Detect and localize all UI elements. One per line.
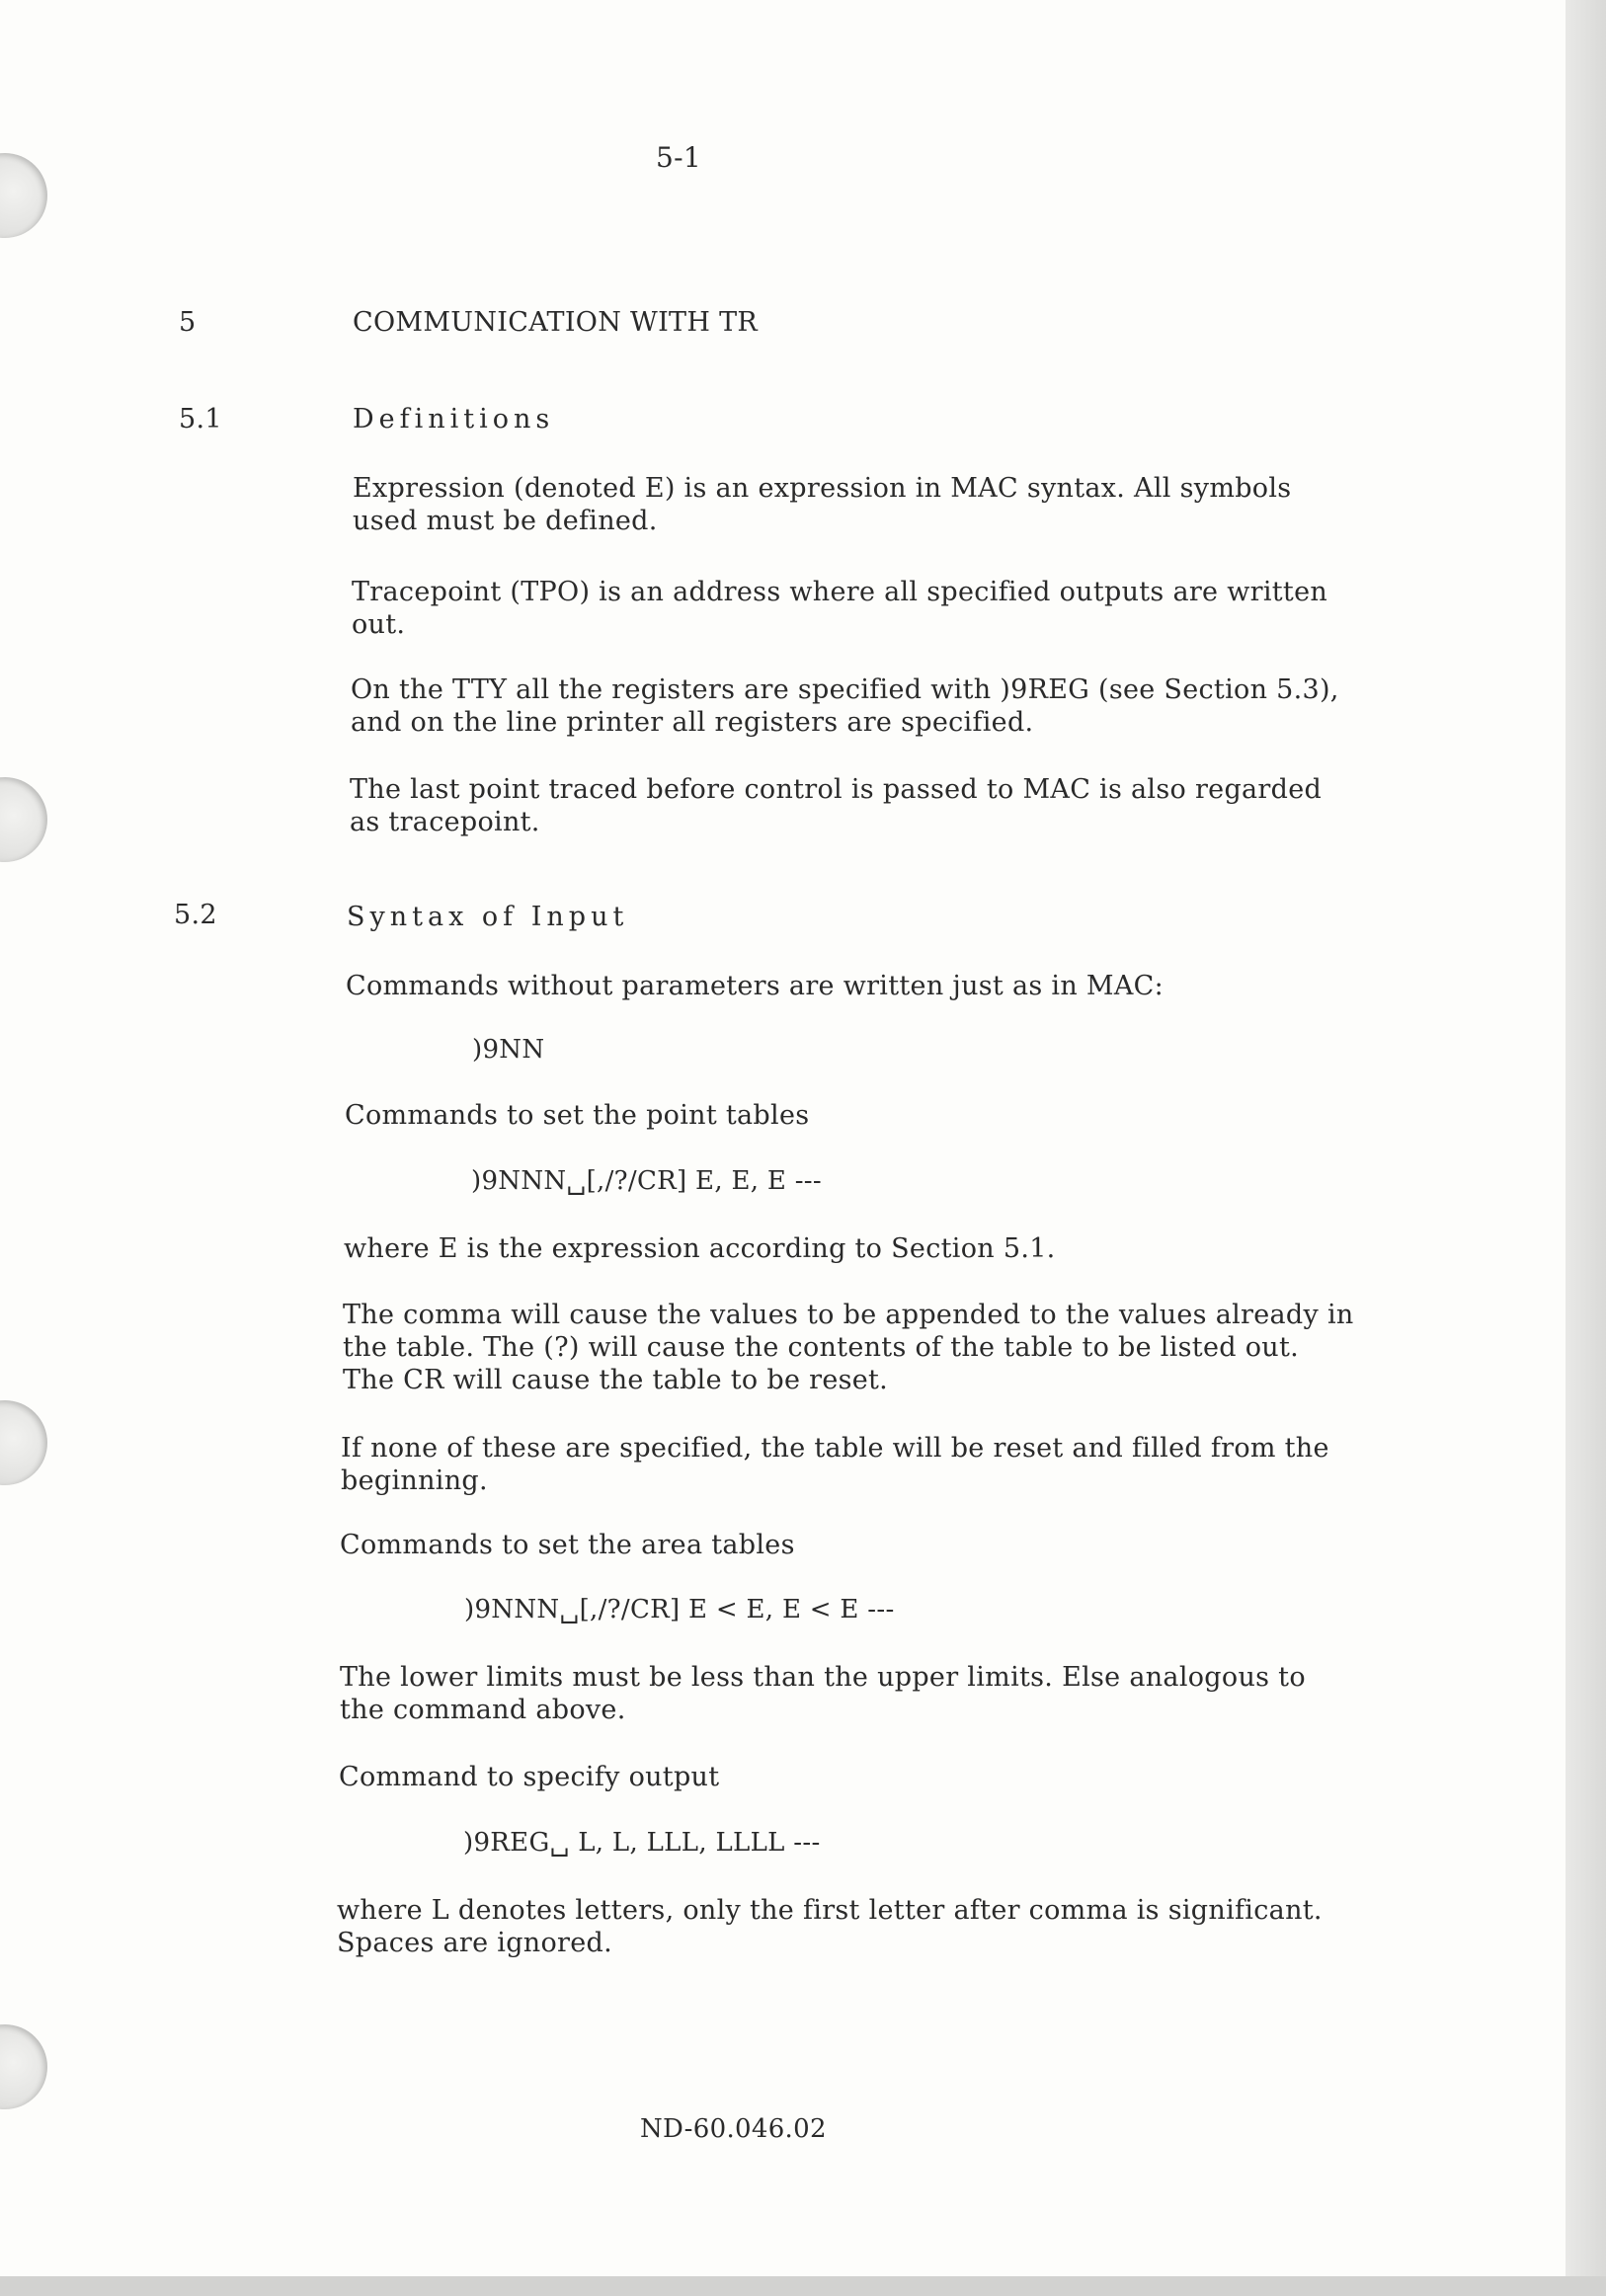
punch-hole [0, 153, 47, 238]
paragraph-line: The CR will cause the table to be reset. [343, 1365, 889, 1395]
paragraph-line: Tracepoint (TPO) is an address where all specified outputs are written [352, 577, 1328, 607]
command-syntax: )9REG␣ L, L, LLL, LLLL --- [463, 1828, 821, 1858]
paragraph-line: the command above. [340, 1695, 626, 1725]
section-number: 5.1 [179, 404, 222, 435]
punch-hole [0, 777, 47, 862]
chapter-number: 5 [179, 307, 197, 338]
section-title: Definitions [353, 404, 555, 435]
section-title: Syntax of Input [347, 902, 629, 932]
paragraph-line: Expression (denoted E) is an expression in MAC syntax. All symbols [353, 473, 1292, 504]
paragraph-line: beginning. [341, 1465, 488, 1496]
page-edge-shadow [0, 2276, 1606, 2296]
paragraph-line: Commands without parameters are written just as in MAC: [346, 971, 1164, 1001]
paragraph-line: The comma will cause the values to be appended to the values already in [343, 1300, 1354, 1330]
command-syntax: )9NNN␣[,/?/CR] E, E, E --- [471, 1166, 822, 1196]
paragraph-line: out. [352, 609, 406, 640]
paragraph-line: On the TTY all the registers are specified with )9REG (see Section 5.3), [351, 674, 1339, 705]
command-syntax: )9NN [472, 1035, 545, 1065]
paragraph-line: Command to specify output [339, 1762, 720, 1792]
paragraph-line: The last point traced before control is passed to MAC is also regarded [350, 774, 1323, 805]
paragraph-line: where E is the expression according to Section 5.1. [344, 1233, 1056, 1264]
paragraph-line: Spaces are ignored. [337, 1928, 612, 1958]
chapter-title: COMMUNICATION WITH TR [353, 307, 759, 338]
paragraph-line: Commands to set the point tables [345, 1100, 810, 1131]
paragraph-line: Commands to set the area tables [340, 1530, 795, 1560]
page-number: 5-1 [656, 141, 701, 174]
page-edge-shadow [1566, 0, 1606, 2296]
paragraph-line: the table. The (?) will cause the contents of the table to be listed out. [343, 1332, 1299, 1363]
section-number: 5.2 [174, 900, 217, 930]
punch-hole [0, 2024, 47, 2109]
paragraph-line: as tracepoint. [350, 807, 540, 837]
paragraph-line: The lower limits must be less than the upper limits. Else analogous to [340, 1662, 1306, 1693]
document-number-footer: ND-60.046.02 [640, 2114, 827, 2144]
paragraph-line: and on the line printer all registers are specified. [351, 707, 1034, 738]
command-syntax: )9NNN␣[,/?/CR] E < E, E < E --- [464, 1595, 895, 1624]
punch-hole [0, 1400, 47, 1485]
paragraph-line: If none of these are specified, the table will be reset and filled from the [341, 1433, 1329, 1464]
paragraph-line: where L denotes letters, only the first letter after comma is significant. [337, 1895, 1323, 1926]
paragraph-line: used must be defined. [353, 506, 658, 536]
